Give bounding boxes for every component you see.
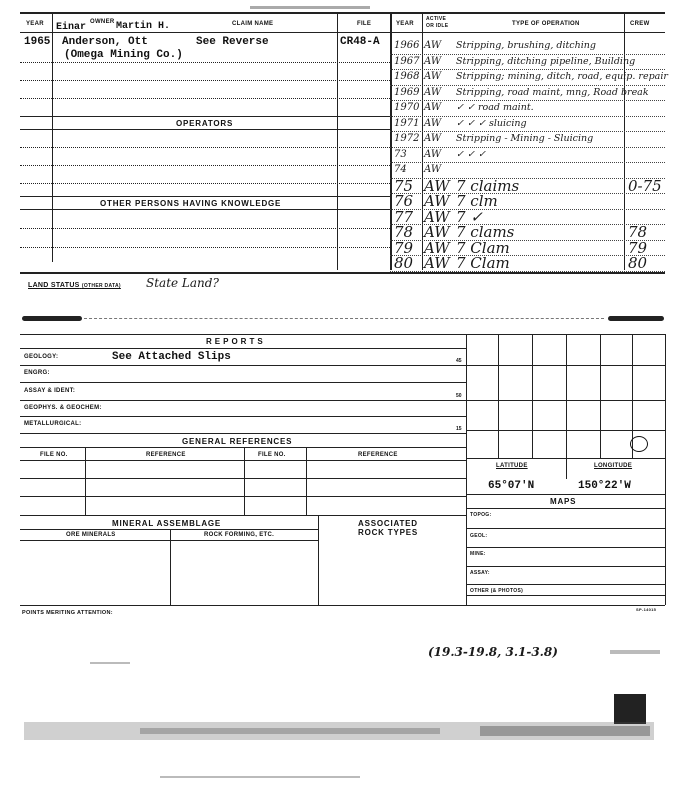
mine-label: MINE: xyxy=(470,551,486,557)
gr-col-line xyxy=(244,447,245,515)
geol-label: GEOL: xyxy=(470,533,488,539)
operation-status: AW xyxy=(424,102,442,113)
owner-company: (Omega Mining Co.) xyxy=(64,49,183,61)
operation-type: 7 claims xyxy=(456,177,520,195)
col-divider-active xyxy=(422,12,423,270)
scan-noise-speck xyxy=(160,776,360,778)
reports-row-line xyxy=(20,400,466,401)
operation-status: AW xyxy=(424,56,442,67)
compass-circle-icon xyxy=(630,436,648,452)
mineral-col-line xyxy=(318,515,319,605)
operators-heading: OPERATORS xyxy=(176,119,234,128)
assay-ident-label: ASSAY & IDENT: xyxy=(24,388,76,394)
operation-type: Stripping, ditching pipeline, Building xyxy=(456,56,636,67)
mineral-header-line xyxy=(20,540,318,541)
owner-name-2: Martin H. xyxy=(116,21,171,32)
operation-type: 7 clams xyxy=(456,223,515,241)
year-col-2-label: YEAR xyxy=(396,21,414,27)
operation-year: 1969 xyxy=(394,87,420,98)
maps-row xyxy=(466,547,665,548)
left-row-line xyxy=(20,247,390,248)
operation-type: ✓ ✓ ✓ sluicing xyxy=(456,118,527,129)
left-row-line xyxy=(20,98,390,99)
reports-title: REPORTS xyxy=(206,337,266,346)
scan-noise-speck xyxy=(250,6,370,9)
mineral-bottom xyxy=(20,605,665,606)
operation-crew: 0-75 xyxy=(628,177,662,195)
operation-row-line xyxy=(390,100,665,101)
operation-type: Stripping, road maint, mng, Road break xyxy=(456,87,649,98)
separator-dotted xyxy=(84,318,604,319)
operation-year: 77 xyxy=(394,208,414,226)
operation-status: AW xyxy=(424,71,442,82)
operation-status: AW xyxy=(424,239,450,257)
reports-title-line xyxy=(20,348,466,349)
operation-year: 1970 xyxy=(394,102,420,113)
owner-name-1: Einar xyxy=(56,22,87,33)
idle-label: OR IDLE xyxy=(426,23,449,29)
rock-forming-label: ROCK FORMING, ETC. xyxy=(204,532,275,538)
left-row-line xyxy=(20,228,390,229)
general-references-title: GENERAL REFERENCES xyxy=(182,437,293,446)
land-status-value: State Land? xyxy=(146,276,219,290)
reports-top xyxy=(20,334,665,335)
maps-row xyxy=(466,566,665,567)
operation-row-line xyxy=(390,131,665,132)
general-references-line xyxy=(20,447,466,448)
owner-name: Anderson, Ott xyxy=(62,36,148,48)
operation-type: 7 Clam xyxy=(456,239,510,257)
reports-bottom xyxy=(20,433,466,434)
others-top-line xyxy=(20,196,390,197)
location-grid-line xyxy=(498,334,499,458)
land-status-sublabel: (OTHER DATA) xyxy=(81,283,121,289)
left-row-line xyxy=(20,80,390,81)
gr-row-line xyxy=(20,478,466,479)
operation-year: 75 xyxy=(394,177,414,195)
operation-status: AW xyxy=(424,149,442,160)
maps-header-line xyxy=(466,508,665,509)
operation-type: 7 ✓ xyxy=(456,208,483,226)
left-row-line xyxy=(20,165,390,166)
header-underline xyxy=(20,32,665,33)
reports-row-line xyxy=(20,365,466,366)
redaction-bar-left xyxy=(22,316,82,321)
operation-status: AW xyxy=(424,192,450,210)
gr-col-line xyxy=(306,447,307,515)
file-number: CR48-A xyxy=(340,36,380,48)
other-persons-heading: OTHER PERSONS HAVING KNOWLEDGE xyxy=(100,199,282,208)
engrg-label: ENGRG: xyxy=(24,370,50,376)
col-divider-crew xyxy=(624,12,625,270)
maps-title: MAPS xyxy=(550,497,577,506)
latitude-label: LATITUDE xyxy=(496,463,528,469)
operation-status: AW xyxy=(424,87,442,98)
ore-minerals-label: ORE MINERALS xyxy=(66,532,116,538)
maps-line xyxy=(466,494,665,495)
scan-noise-speck xyxy=(90,662,130,664)
operation-row-line xyxy=(390,147,665,148)
left-row-line xyxy=(20,183,390,184)
operation-crew: 79 xyxy=(628,239,648,257)
operation-type: 7 clm xyxy=(456,192,498,210)
operation-row-line xyxy=(390,69,665,70)
crew-label: CREW xyxy=(630,21,650,27)
claim-name: See Reverse xyxy=(196,36,269,48)
file-label: FILE xyxy=(357,21,372,27)
left-row-line xyxy=(20,62,390,63)
location-grid-row xyxy=(466,430,665,431)
year-col-label: YEAR xyxy=(26,21,44,27)
gr-row-line xyxy=(20,496,466,497)
num-45: 45 xyxy=(456,358,462,364)
top-border xyxy=(20,12,665,14)
gr-file-no-1: FILE NO. xyxy=(40,452,68,458)
associated-label: ASSOCIATED xyxy=(358,519,418,528)
operation-year: 74 xyxy=(394,164,407,175)
left-row-line xyxy=(20,147,390,148)
geology-label: GEOLOGY: xyxy=(24,354,59,360)
type-of-operation-label: TYPE OF OPERATION xyxy=(512,21,580,27)
num-15: 15 xyxy=(456,426,462,432)
operation-year: 78 xyxy=(394,223,414,241)
location-grid-row xyxy=(466,458,665,459)
col-divider-right-block xyxy=(390,12,392,270)
operators-bottom-line xyxy=(20,129,390,130)
geophys-label: GEOPHYS. & GEOCHEM: xyxy=(24,405,102,411)
geology-value: See Attached Slips xyxy=(112,351,231,363)
maps-row xyxy=(466,528,665,529)
operation-type: Stripping, brushing, ditching xyxy=(456,40,596,51)
mineral-col-line xyxy=(170,529,171,605)
scan-blot xyxy=(614,694,646,724)
operation-row-line xyxy=(390,162,665,163)
operation-year: 76 xyxy=(394,192,414,210)
reports-row-line xyxy=(20,382,466,383)
left-block-bottom xyxy=(20,272,665,274)
operation-year: 1967 xyxy=(394,56,420,67)
rock-types-label: ROCK TYPES xyxy=(358,528,419,537)
operation-status: AW xyxy=(424,223,450,241)
land-status-label xyxy=(28,282,121,289)
location-grid-row xyxy=(466,365,665,366)
operation-type: ✓ ✓ ✓ xyxy=(456,149,486,160)
gr-reference-1: REFERENCE xyxy=(146,452,186,458)
longitude-value: 150°22'W xyxy=(578,480,631,492)
form-number: SP-14015 xyxy=(636,607,657,612)
operation-status: AW xyxy=(424,164,442,175)
operation-status: AW xyxy=(424,40,442,51)
operation-type: Stripping - Mining - Sluicing xyxy=(456,133,594,144)
operation-status: AW xyxy=(424,118,442,129)
location-grid-line xyxy=(600,334,601,458)
operation-crew: 80 xyxy=(628,254,648,272)
col-divider-year xyxy=(52,12,53,262)
operation-type: 7 Clam xyxy=(456,254,510,272)
scan-noise-speck xyxy=(610,650,660,654)
col-divider-file xyxy=(337,12,338,270)
points-meriting-label: POINTS MERITING ATTENTION: xyxy=(22,610,113,616)
owner-year: 1965 xyxy=(24,36,51,48)
operation-status: AW xyxy=(424,254,450,272)
operation-year: 1972 xyxy=(394,133,420,144)
maps-row xyxy=(466,595,665,596)
operation-status: AW xyxy=(424,208,450,226)
scan-noise-band xyxy=(480,726,650,736)
redaction-bar-right xyxy=(608,316,664,321)
operation-type: ✓ ✓ road maint. xyxy=(456,102,534,113)
maps-row xyxy=(466,584,665,585)
operation-row-line xyxy=(390,85,665,86)
operation-crew: 78 xyxy=(628,223,648,241)
reports-row-line xyxy=(20,416,466,417)
other-photos-label: OTHER (& PHOTOS) xyxy=(470,588,524,594)
location-grid-row xyxy=(466,400,665,401)
gr-bottom xyxy=(20,515,466,516)
claim-name-label: CLAIM NAME xyxy=(232,21,274,27)
gr-file-no-2: FILE NO. xyxy=(258,452,286,458)
location-grid-line xyxy=(532,334,533,458)
operation-status: AW xyxy=(424,177,450,195)
topog-label: TOPOG: xyxy=(470,512,492,518)
num-50: 50 xyxy=(456,393,462,399)
land-status-title: LAND STATUS xyxy=(28,282,80,289)
latitude-value: 65°07'N xyxy=(488,480,535,492)
mineral-assemblage-title: MINERAL ASSEMBLAGE xyxy=(112,519,222,528)
scan-noise-band xyxy=(140,728,440,734)
operation-year: 73 xyxy=(394,149,407,160)
operation-year: 1971 xyxy=(394,118,420,129)
others-bottom-line xyxy=(20,209,390,210)
operators-top-line xyxy=(20,116,390,117)
operation-type: Stripping; mining, ditch, road, equip. repair xyxy=(456,71,668,82)
gr-header-line xyxy=(20,460,466,461)
operation-status: AW xyxy=(424,133,442,144)
active-label: ACTIVE xyxy=(426,16,447,22)
operation-year: 1968 xyxy=(394,71,420,82)
operation-year: 79 xyxy=(394,239,414,257)
location-grid-left xyxy=(466,334,467,605)
owner-label: OWNER xyxy=(90,19,115,25)
longitude-label: LONGITUDE xyxy=(594,463,633,469)
gr-col-line xyxy=(85,447,86,515)
location-grid-right xyxy=(665,334,666,605)
footnote-coordinates: (19.3-19.8, 3.1-3.8) xyxy=(428,645,558,659)
operation-row-line xyxy=(390,116,665,117)
metallurgical-label: METALLURGICAL: xyxy=(24,421,82,427)
gr-reference-2: REFERENCE xyxy=(358,452,398,458)
assay-label: ASSAY: xyxy=(470,570,490,576)
operation-year: 80 xyxy=(394,254,414,272)
operation-year: 1966 xyxy=(394,40,420,51)
mineral-sub-line xyxy=(20,529,318,530)
operation-row-line xyxy=(390,54,665,55)
